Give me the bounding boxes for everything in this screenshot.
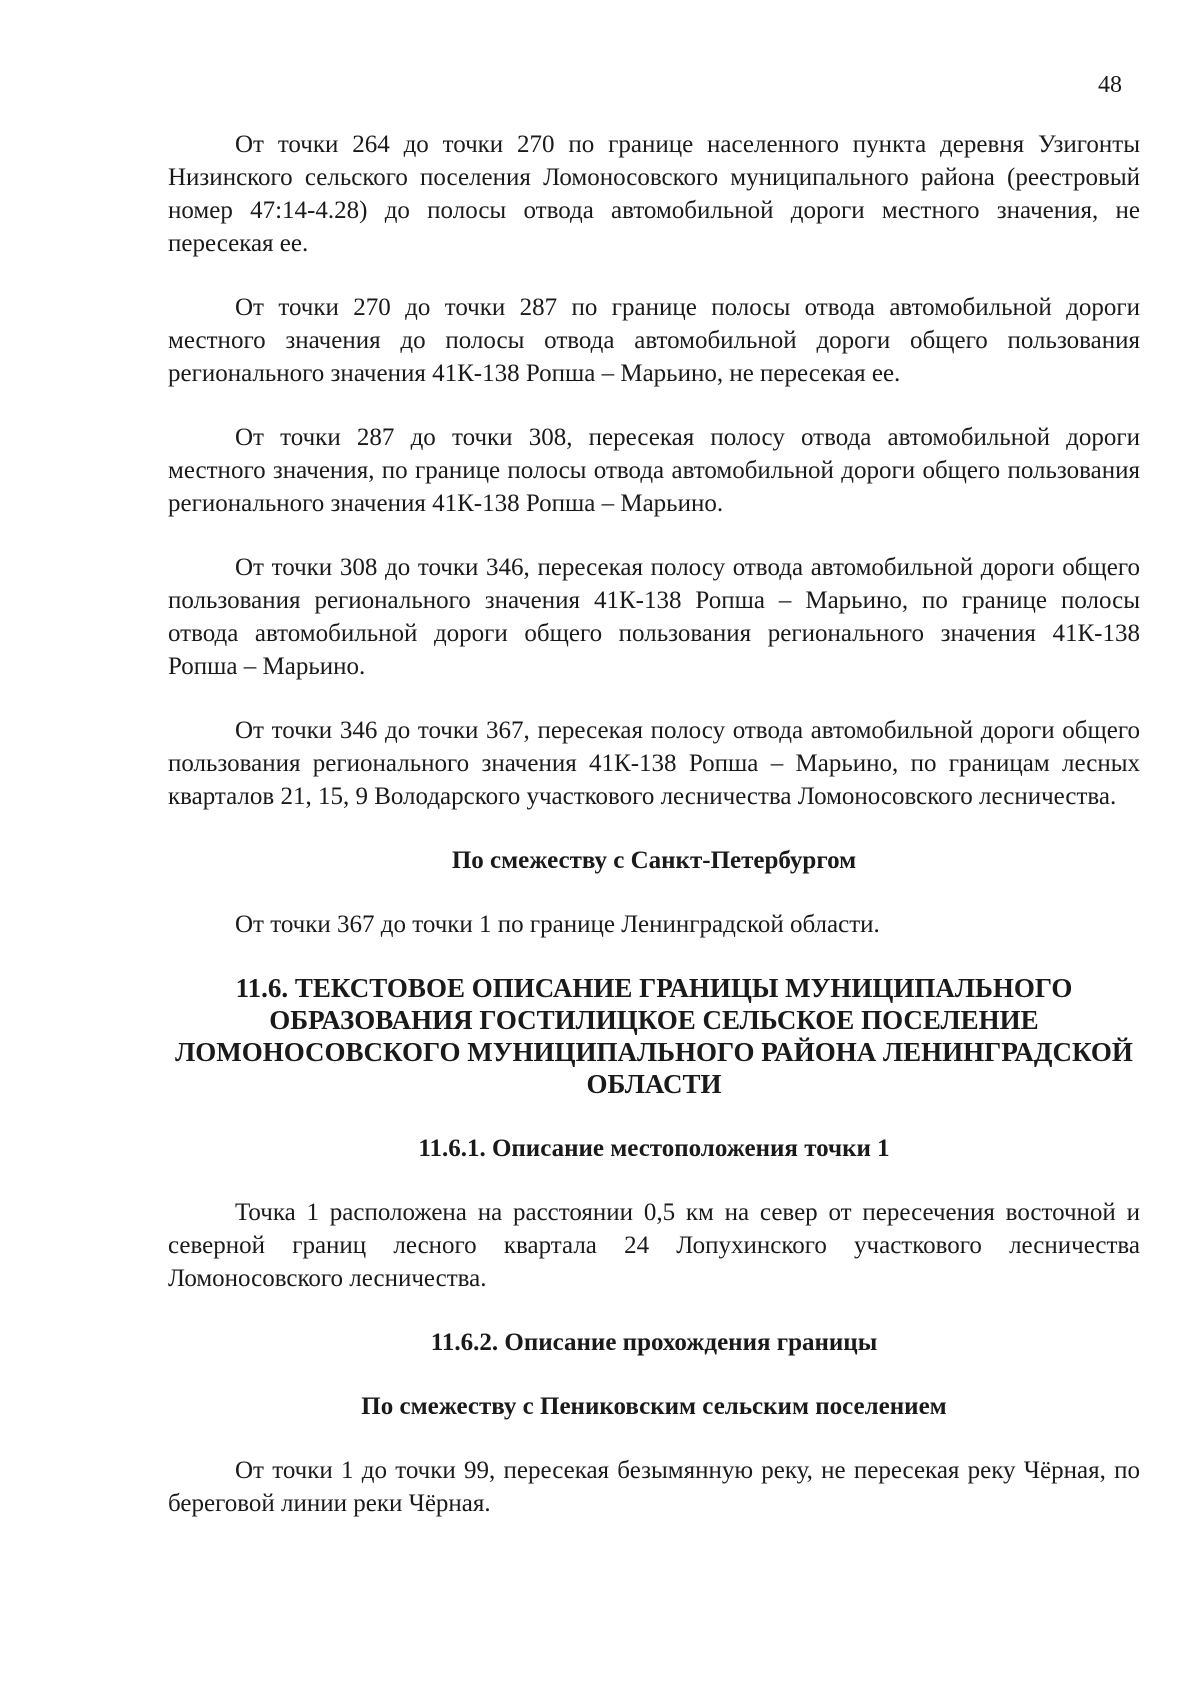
subsection-heading-boundary: 11.6.2. Описание прохождения границы — [430, 1329, 878, 1356]
paragraph-346-367: От точки 346 до точки 367, пересекая полосу отвода автомобильной дороги общего пользования регионального значения 41К-138 Ропша – Марьино, по границам лесных кварталов 21, 15, 9 Володарского участкового лесничества Ломоносовского лесничества. — [168, 717, 1140, 810]
heading-spb-border: По смежеству с Санкт-Петербургом — [451, 847, 857, 874]
document-body — [168, 128, 1140, 1551]
section-title: 11.6. ТЕКСТОВОЕ ОПИСАНИЕ ГРАНИЦЫ МУНИЦИПАЛЬНОГО ОБРАЗОВАНИЯ ГОСТИЛИЦКОЕ СЕЛЬСКОЕ ПОСЕЛЕНИЕ ЛОМОНОСОВСКОГО МУНИЦИПАЛЬНОГО РАЙОНА ЛЕНИНГРАДСКОЙ ОБЛАСТИ — [175, 973, 1133, 1099]
paragraph-270-287: От точки 270 до точки 287 по границе полосы отвода автомобильной дороги местного значения до полосы отвода автомобильной дороги общего пользования регионального значения 41К-138 Ропша – Марьино, не пересекая ее. — [168, 294, 1140, 387]
subsection-heading-point-1: 11.6.1. Описание местоположения точки 1 — [418, 1135, 890, 1162]
paragraph-264-270: От точки 264 до точки 270 по границе населенного пункта деревня Узигонты Низинского сельского поселения Ломоносовского муниципального района (реестровый номер 47:14-4.28) до полосы отвода автомобильной дороги местного значения, не пересекая ее. — [168, 131, 1140, 257]
paragraph-308-346: От точки 308 до точки 346, пересекая полосу отвода автомобильной дороги общего пользования регионального значения 41К-138 Ропша – Марьино, по границе полосы отвода автомобильной дороги общего пользования регионального значения 41К-138 Ропша – Марьино. — [168, 554, 1140, 680]
page-number: 48 — [1098, 72, 1122, 98]
heading-penikovskoe-border: По смежеству с Пениковским сельским поселением — [361, 1393, 947, 1420]
paragraph-point-1-location: Точка 1 расположена на расстоянии 0,5 км на север от пересечения восточной и северной границ лесного квартала 24 Лопухинского участкового лесничества Ломоносовского лесничества. — [168, 1199, 1140, 1292]
paragraph-1-99: От точки 1 до точки 99, пересекая безымянную реку, не пересекая реку Чёрная, по береговой линии реки Чёрная. — [168, 1457, 1140, 1517]
paragraph-367-1: От точки 367 до точки 1 по границе Ленинградской области. — [235, 911, 880, 938]
paragraph-287-308: От точки 287 до точки 308, пересекая полосу отвода автомобильной дороги местного значения, по границе полосы отвода автомобильной дороги общего пользования регионального значения 41К-138 Ропша – Марьино. — [168, 424, 1140, 517]
